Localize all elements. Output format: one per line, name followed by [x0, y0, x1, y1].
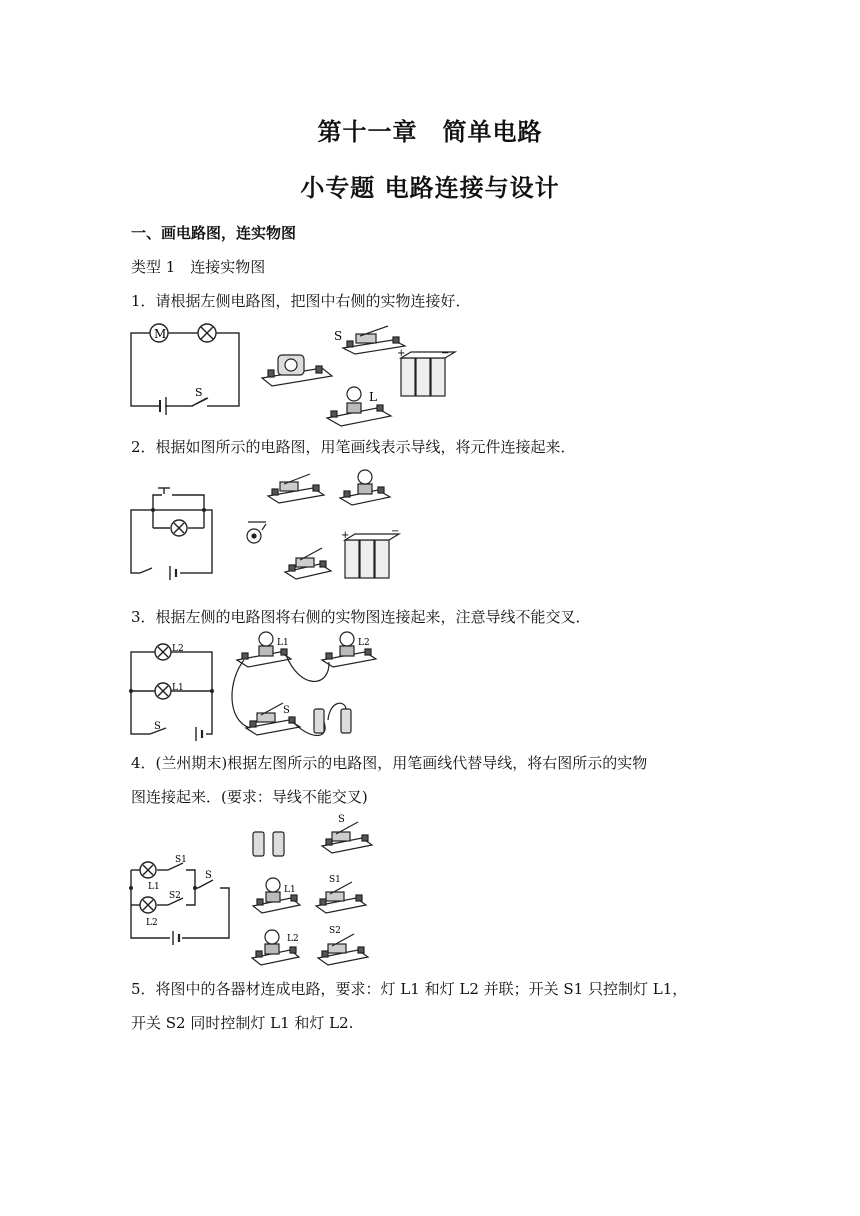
type-label: 类型 1 连接实物图 — [131, 258, 266, 276]
question-4-line1: 4．(兰州期末)根据左图所示的电路图，用笔画线代替导线，将右图所示的实物 — [131, 754, 648, 772]
q4-diagram-l1: L1 — [148, 882, 160, 892]
question-1: 1．请根据左侧电路图，把图中右侧的实物连接好． — [131, 292, 471, 310]
q4-diagram-l2: L2 — [146, 918, 158, 928]
q3-diagram-l2: L2 — [172, 644, 184, 654]
q2-battery-minus: − — [391, 526, 400, 537]
q4-switch-s1-object — [316, 882, 366, 913]
q4-obj-s1: S1 — [329, 875, 341, 885]
question-2: 2．根据如图所示的电路图，用笔画线表示导线，将元件连接起来． — [131, 438, 576, 456]
q4-obj-s2: S2 — [329, 926, 341, 936]
q1-switch-object-label: S — [334, 329, 343, 343]
q4-diagram-s: S — [205, 870, 212, 881]
chapter-title: 第十一章 简单电路 — [317, 118, 543, 146]
q1-battery-plus: + — [397, 348, 406, 359]
question-5-line1: 5．将图中的各器材连成电路，要求：灯 L1 和灯 L2 并联；开关 S1 只控制灯 L1， — [131, 980, 688, 998]
q3-obj-s: S — [283, 705, 290, 716]
question-3: 3．根据左侧的电路图将右侧的实物图连接起来，注意导线不能交叉． — [131, 608, 591, 626]
q1-battery-minus: − — [441, 348, 450, 359]
q1-switch-label: S — [195, 386, 203, 399]
q3-diagram-s: S — [154, 721, 161, 732]
q4-diagram-s1: S1 — [175, 855, 187, 865]
q4-switch-s2-object — [318, 934, 368, 965]
q1-lamp-label: L — [369, 390, 377, 404]
q4-obj-l2: L2 — [287, 934, 299, 944]
q3-obj-l2: L2 — [358, 638, 370, 648]
q4-battery-object — [253, 832, 284, 856]
q4-lamp1-object — [253, 878, 300, 913]
q4-obj-l1: L1 — [284, 885, 296, 895]
section-heading: 一、画电路图，连实物图 — [131, 224, 297, 242]
question-4-line2: 图连接起来．(要求：导线不能交叉) — [131, 788, 368, 806]
q4-switch-s-object — [322, 822, 372, 853]
q3-obj-l1: L1 — [277, 638, 289, 648]
q2-battery-plus: + — [341, 530, 350, 541]
q3-diagram-l1: L1 — [172, 683, 184, 693]
page-subtitle: 小专题 电路连接与设计 — [300, 174, 560, 202]
q4-diagram-s2: S2 — [169, 891, 181, 901]
q4-obj-s: S — [338, 814, 345, 825]
q1-motor-label: M — [154, 327, 167, 341]
question-5-line2: 开关 S2 同时控制灯 L1 和灯 L2. — [131, 1014, 354, 1032]
